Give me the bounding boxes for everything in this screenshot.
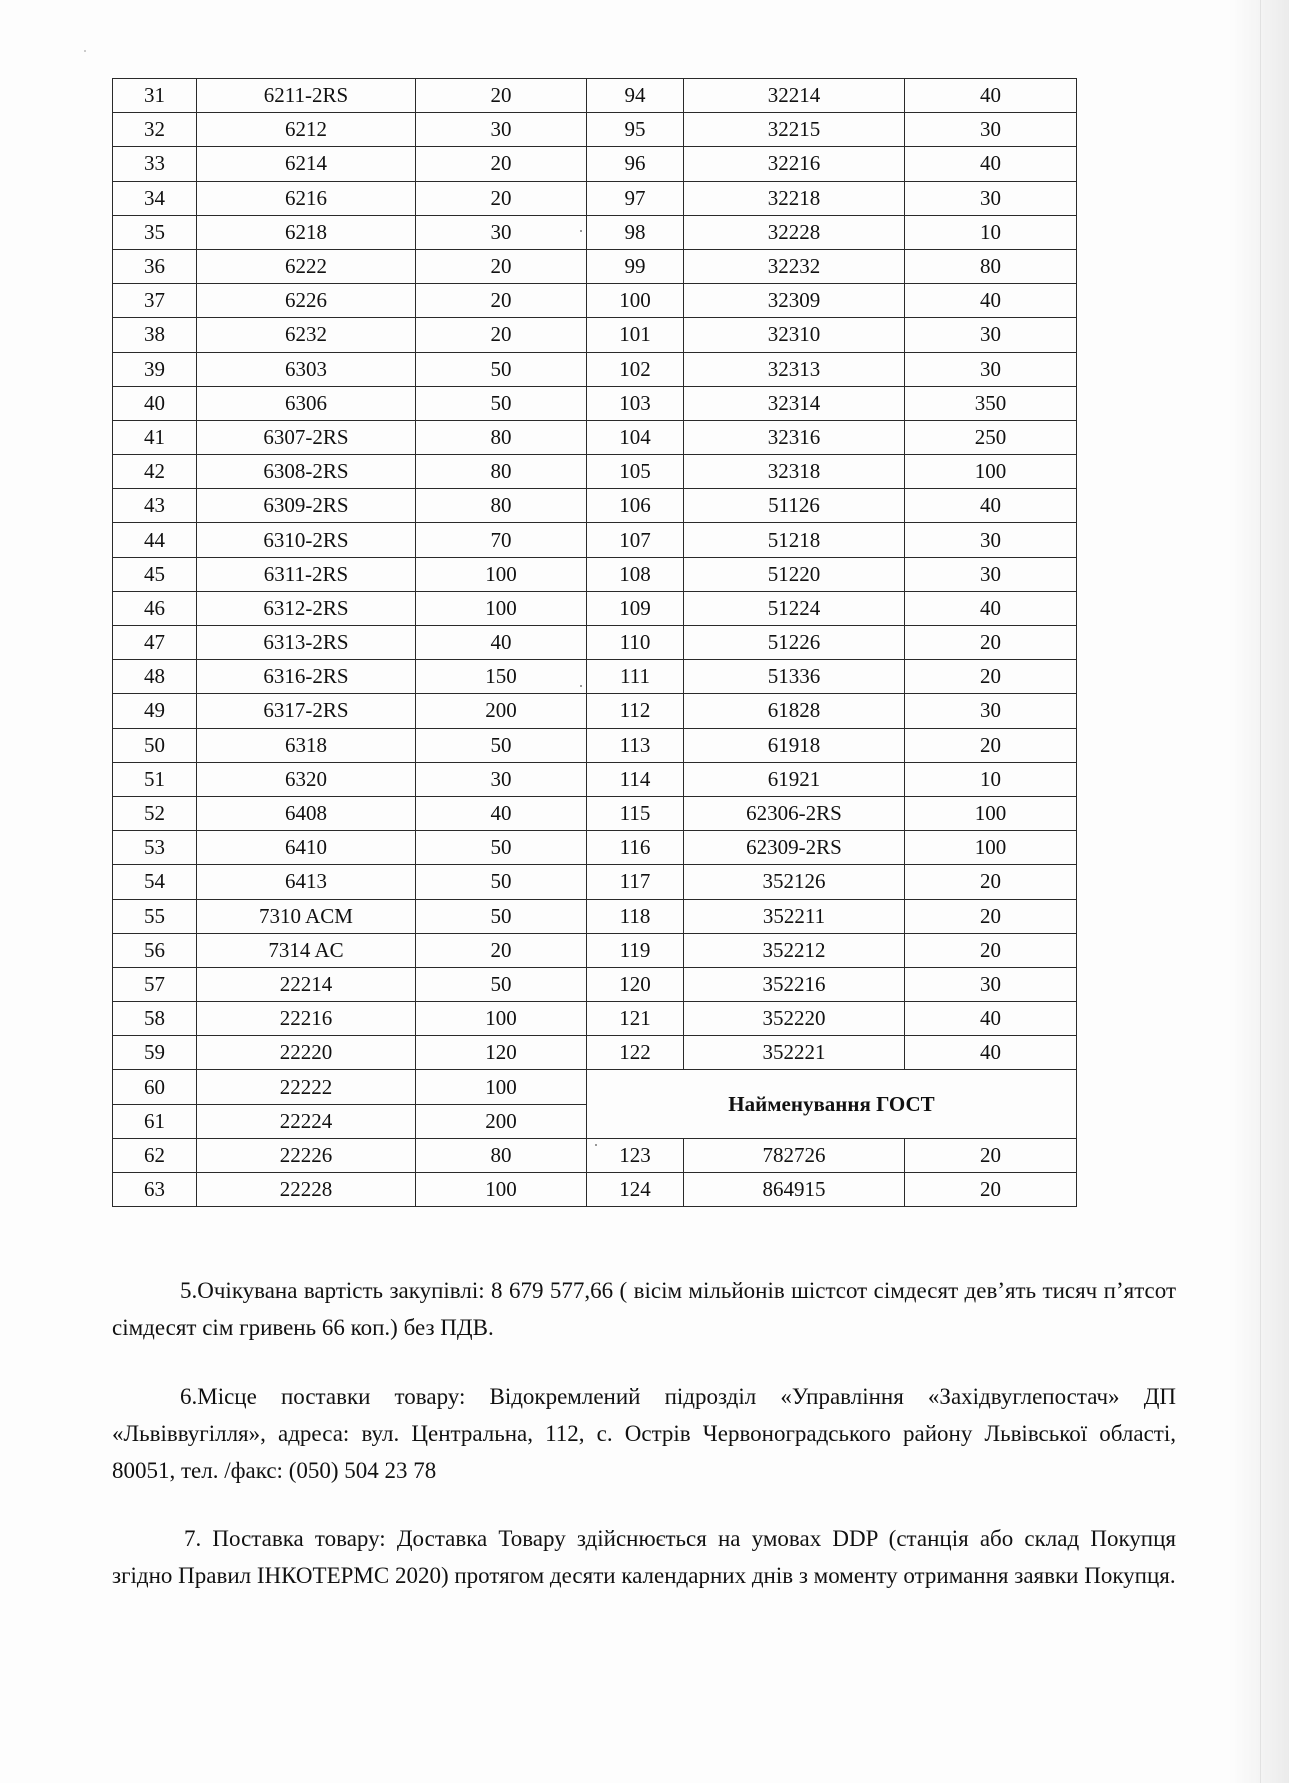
left-name-cell: 6413 <box>197 865 416 899</box>
left-name-cell: 6303 <box>197 352 416 386</box>
right-name-cell: 62306-2RS <box>684 796 905 830</box>
left-quantity-cell: 80 <box>416 489 587 523</box>
right-name-cell: 32214 <box>684 79 905 113</box>
table-row <box>113 660 1077 694</box>
left-name-cell: 6312-2RS <box>197 591 416 625</box>
left-name-cell: 6211-2RS <box>197 79 416 113</box>
right-name-cell: 32215 <box>684 113 905 147</box>
left-number-cell: 39 <box>113 352 197 386</box>
right-name-cell: 51218 <box>684 523 905 557</box>
right-name-cell: 51126 <box>684 489 905 523</box>
left-name-cell: 22228 <box>197 1173 416 1207</box>
left-name-cell: 6218 <box>197 215 416 249</box>
left-quantity-cell: 150 <box>416 660 587 694</box>
table-row <box>113 626 1077 660</box>
right-name-cell: 61828 <box>684 694 905 728</box>
left-quantity-cell: 80 <box>416 1138 587 1172</box>
left-name-cell: 22226 <box>197 1138 416 1172</box>
right-name-cell: 352212 <box>684 933 905 967</box>
right-number-cell: 98 <box>587 215 684 249</box>
table-row <box>113 1002 1077 1036</box>
left-number-cell: 40 <box>113 386 197 420</box>
left-number-cell: 38 <box>113 318 197 352</box>
table-row <box>113 899 1077 933</box>
left-name-cell: 6317-2RS <box>197 694 416 728</box>
right-name-cell: 352220 <box>684 1002 905 1036</box>
right-number-cell: 106 <box>587 489 684 523</box>
left-quantity-cell: 70 <box>416 523 587 557</box>
table-row <box>113 557 1077 591</box>
table-row <box>113 967 1077 1001</box>
paragraph-expected-cost <box>112 1272 1176 1346</box>
right-number-cell: 121 <box>587 1002 684 1036</box>
left-number-cell: 44 <box>113 523 197 557</box>
left-quantity-cell: 20 <box>416 318 587 352</box>
right-name-cell: 51226 <box>684 626 905 660</box>
left-name-cell: 6408 <box>197 796 416 830</box>
right-quantity-cell: 20 <box>905 626 1077 660</box>
left-quantity-cell: 200 <box>416 1104 587 1138</box>
paragraph-expected-cost-text: 5.Очікувана вартість закупівлі: 8 679 577,66 ( вісім мільйонів шістсот сімдесят дев’ять тисяч п’ятсот сімдесят сім гривень 66 коп.) без ПДВ. <box>112 1278 1176 1340</box>
paragraph-delivery-place-text: 6.Місце поставки товару: Відокремлений підрозділ «Управління «Західвуглепостач» ДП «Львіввугілля», адреса: вул. Центральна, 112, с. Острів Червоноградського району Львівської області, 80051, тел. /факс: (050) 504 23 78 <box>112 1384 1176 1483</box>
left-name-cell: 6232 <box>197 318 416 352</box>
table-row <box>113 1173 1077 1207</box>
left-number-cell: 47 <box>113 626 197 660</box>
left-number-cell: 32 <box>113 113 197 147</box>
right-name-cell: 352216 <box>684 967 905 1001</box>
right-quantity-cell: 40 <box>905 489 1077 523</box>
left-number-cell: 56 <box>113 933 197 967</box>
left-name-cell: 22216 <box>197 1002 416 1036</box>
right-quantity-cell: 40 <box>905 1002 1077 1036</box>
right-number-cell: 115 <box>587 796 684 830</box>
right-number-cell: 100 <box>587 284 684 318</box>
right-quantity-cell: 20 <box>905 899 1077 933</box>
left-quantity-cell: 50 <box>416 899 587 933</box>
table-row <box>113 420 1077 454</box>
right-name-cell: 32313 <box>684 352 905 386</box>
table-row <box>113 1070 1077 1104</box>
right-quantity-cell: 20 <box>905 865 1077 899</box>
right-number-cell: 107 <box>587 523 684 557</box>
right-name-cell: 864915 <box>684 1173 905 1207</box>
left-number-cell: 51 <box>113 762 197 796</box>
left-number-cell: 45 <box>113 557 197 591</box>
right-number-cell: 120 <box>587 967 684 1001</box>
right-number-cell: 119 <box>587 933 684 967</box>
right-number-cell: 108 <box>587 557 684 591</box>
right-quantity-cell: 30 <box>905 557 1077 591</box>
table-row <box>113 728 1077 762</box>
left-number-cell: 61 <box>113 1104 197 1138</box>
right-number-cell: 94 <box>587 79 684 113</box>
left-quantity-cell: 50 <box>416 352 587 386</box>
left-quantity-cell: 20 <box>416 147 587 181</box>
left-number-cell: 63 <box>113 1173 197 1207</box>
right-name-cell: 32232 <box>684 249 905 283</box>
right-name-cell: 61921 <box>684 762 905 796</box>
left-quantity-cell: 50 <box>416 831 587 865</box>
left-number-cell: 60 <box>113 1070 197 1104</box>
right-name-cell: 51336 <box>684 660 905 694</box>
left-number-cell: 50 <box>113 728 197 762</box>
left-name-cell: 6318 <box>197 728 416 762</box>
scan-edge-shadow <box>1229 0 1289 1783</box>
left-number-cell: 52 <box>113 796 197 830</box>
right-quantity-cell: 20 <box>905 1138 1077 1172</box>
table-row <box>113 386 1077 420</box>
left-quantity-cell: 20 <box>416 284 587 318</box>
left-name-cell: 7314 AC <box>197 933 416 967</box>
right-number-cell: 99 <box>587 249 684 283</box>
left-number-cell: 41 <box>113 420 197 454</box>
table-row <box>113 113 1077 147</box>
left-quantity-cell: 40 <box>416 626 587 660</box>
right-number-cell: 102 <box>587 352 684 386</box>
right-name-cell: 32318 <box>684 455 905 489</box>
right-name-cell: 352211 <box>684 899 905 933</box>
left-name-cell: 22222 <box>197 1070 416 1104</box>
table-row <box>113 215 1077 249</box>
table-row <box>113 318 1077 352</box>
left-quantity-cell: 50 <box>416 728 587 762</box>
right-quantity-cell: 10 <box>905 215 1077 249</box>
table-row <box>113 831 1077 865</box>
left-name-cell: 6316-2RS <box>197 660 416 694</box>
right-name-cell: 32228 <box>684 215 905 249</box>
table-row <box>113 352 1077 386</box>
right-quantity-cell: 80 <box>905 249 1077 283</box>
right-number-cell: 101 <box>587 318 684 352</box>
left-name-cell: 22224 <box>197 1104 416 1138</box>
right-name-cell: 32218 <box>684 181 905 215</box>
left-name-cell: 6308-2RS <box>197 455 416 489</box>
left-quantity-cell: 50 <box>416 386 587 420</box>
left-number-cell: 46 <box>113 591 197 625</box>
left-number-cell: 58 <box>113 1002 197 1036</box>
left-name-cell: 6212 <box>197 113 416 147</box>
right-name-cell: 32310 <box>684 318 905 352</box>
right-name-cell: 62309-2RS <box>684 831 905 865</box>
table-row <box>113 591 1077 625</box>
scan-speck <box>580 685 582 687</box>
right-number-cell: 97 <box>587 181 684 215</box>
right-quantity-cell: 30 <box>905 181 1077 215</box>
bearings-table-body <box>113 79 1077 1207</box>
left-quantity-cell: 100 <box>416 1002 587 1036</box>
left-name-cell: 6309-2RS <box>197 489 416 523</box>
right-number-cell: 113 <box>587 728 684 762</box>
left-name-cell: 6214 <box>197 147 416 181</box>
left-quantity-cell: 20 <box>416 249 587 283</box>
left-name-cell: 22220 <box>197 1036 416 1070</box>
right-name-cell: 32216 <box>684 147 905 181</box>
right-number-cell: 110 <box>587 626 684 660</box>
right-number-cell: 123 <box>587 1138 684 1172</box>
right-quantity-cell: 40 <box>905 591 1077 625</box>
left-name-cell: 6311-2RS <box>197 557 416 591</box>
scan-edge-line <box>1260 0 1261 1783</box>
right-number-cell: 122 <box>587 1036 684 1070</box>
right-name-cell: 32314 <box>684 386 905 420</box>
bearings-table <box>112 78 1077 1207</box>
left-name-cell: 22214 <box>197 967 416 1001</box>
left-name-cell: 6222 <box>197 249 416 283</box>
left-number-cell: 43 <box>113 489 197 523</box>
gost-header-cell: Найменування ГОСТ <box>587 1070 1077 1138</box>
table-row <box>113 249 1077 283</box>
right-quantity-cell: 30 <box>905 967 1077 1001</box>
right-number-cell: 96 <box>587 147 684 181</box>
right-quantity-cell: 250 <box>905 420 1077 454</box>
left-number-cell: 57 <box>113 967 197 1001</box>
left-quantity-cell: 20 <box>416 181 587 215</box>
right-name-cell: 782726 <box>684 1138 905 1172</box>
paragraph-delivery-terms-text: 7. Поставка товару: Доставка Товару здійснюється на умовах DDP (станція або склад Покупця згідно Правил ІНКОТЕРМС 2020) протягом десяти календарних днів з моменту отримання заявки Покупця. <box>112 1526 1176 1588</box>
left-number-cell: 42 <box>113 455 197 489</box>
left-number-cell: 37 <box>113 284 197 318</box>
right-name-cell: 32309 <box>684 284 905 318</box>
left-quantity-cell: 30 <box>416 215 587 249</box>
left-quantity-cell: 80 <box>416 455 587 489</box>
left-quantity-cell: 30 <box>416 113 587 147</box>
paragraph-delivery-place <box>112 1378 1176 1489</box>
left-quantity-cell: 50 <box>416 967 587 1001</box>
right-quantity-cell: 30 <box>905 318 1077 352</box>
right-number-cell: 103 <box>587 386 684 420</box>
right-quantity-cell: 30 <box>905 113 1077 147</box>
left-name-cell: 6226 <box>197 284 416 318</box>
scan-speck <box>595 1144 597 1146</box>
left-quantity-cell: 20 <box>416 933 587 967</box>
left-quantity-cell: 20 <box>416 79 587 113</box>
left-number-cell: 31 <box>113 79 197 113</box>
left-quantity-cell: 100 <box>416 557 587 591</box>
table-row <box>113 79 1077 113</box>
table-row <box>113 694 1077 728</box>
right-name-cell: 61918 <box>684 728 905 762</box>
left-quantity-cell: 100 <box>416 1070 587 1104</box>
paragraph-delivery-terms <box>112 1520 1176 1594</box>
table-row <box>113 147 1077 181</box>
right-quantity-cell: 20 <box>905 728 1077 762</box>
left-name-cell: 6306 <box>197 386 416 420</box>
right-number-cell: 117 <box>587 865 684 899</box>
scan-speck <box>580 230 582 232</box>
left-quantity-cell: 100 <box>416 591 587 625</box>
left-quantity-cell: 80 <box>416 420 587 454</box>
right-quantity-cell: 20 <box>905 933 1077 967</box>
table-row <box>113 523 1077 557</box>
right-name-cell: 51224 <box>684 591 905 625</box>
table-row <box>113 489 1077 523</box>
right-number-cell: 116 <box>587 831 684 865</box>
right-number-cell: 111 <box>587 660 684 694</box>
left-quantity-cell: 200 <box>416 694 587 728</box>
left-number-cell: 59 <box>113 1036 197 1070</box>
left-number-cell: 33 <box>113 147 197 181</box>
left-quantity-cell: 30 <box>416 762 587 796</box>
right-name-cell: 352126 <box>684 865 905 899</box>
right-quantity-cell: 40 <box>905 1036 1077 1070</box>
left-quantity-cell: 50 <box>416 865 587 899</box>
left-number-cell: 35 <box>113 215 197 249</box>
right-quantity-cell: 40 <box>905 147 1077 181</box>
left-name-cell: 6310-2RS <box>197 523 416 557</box>
right-number-cell: 95 <box>587 113 684 147</box>
left-name-cell: 7310 ACM <box>197 899 416 933</box>
right-quantity-cell: 20 <box>905 660 1077 694</box>
left-number-cell: 36 <box>113 249 197 283</box>
right-quantity-cell: 20 <box>905 1173 1077 1207</box>
left-number-cell: 53 <box>113 831 197 865</box>
table-row <box>113 455 1077 489</box>
left-number-cell: 48 <box>113 660 197 694</box>
left-name-cell: 6410 <box>197 831 416 865</box>
left-quantity-cell: 40 <box>416 796 587 830</box>
scan-speck <box>84 50 86 52</box>
right-quantity-cell: 350 <box>905 386 1077 420</box>
table-row <box>113 796 1077 830</box>
right-quantity-cell: 30 <box>905 352 1077 386</box>
left-quantity-cell: 100 <box>416 1173 587 1207</box>
right-quantity-cell: 30 <box>905 694 1077 728</box>
left-number-cell: 55 <box>113 899 197 933</box>
right-quantity-cell: 10 <box>905 762 1077 796</box>
left-name-cell: 6313-2RS <box>197 626 416 660</box>
left-quantity-cell: 120 <box>416 1036 587 1070</box>
left-name-cell: 6307-2RS <box>197 420 416 454</box>
left-name-cell: 6216 <box>197 181 416 215</box>
right-quantity-cell: 40 <box>905 79 1077 113</box>
right-number-cell: 124 <box>587 1173 684 1207</box>
left-number-cell: 54 <box>113 865 197 899</box>
left-number-cell: 62 <box>113 1138 197 1172</box>
right-quantity-cell: 40 <box>905 284 1077 318</box>
table-row <box>113 865 1077 899</box>
right-name-cell: 352221 <box>684 1036 905 1070</box>
right-name-cell: 32316 <box>684 420 905 454</box>
right-name-cell: 51220 <box>684 557 905 591</box>
table-row <box>113 284 1077 318</box>
left-number-cell: 34 <box>113 181 197 215</box>
right-number-cell: 105 <box>587 455 684 489</box>
right-number-cell: 118 <box>587 899 684 933</box>
right-quantity-cell: 100 <box>905 455 1077 489</box>
right-number-cell: 112 <box>587 694 684 728</box>
left-name-cell: 6320 <box>197 762 416 796</box>
right-quantity-cell: 100 <box>905 796 1077 830</box>
right-quantity-cell: 100 <box>905 831 1077 865</box>
table-row <box>113 933 1077 967</box>
table-row <box>113 181 1077 215</box>
table-row <box>113 1036 1077 1070</box>
right-number-cell: 109 <box>587 591 684 625</box>
right-number-cell: 104 <box>587 420 684 454</box>
right-number-cell: 114 <box>587 762 684 796</box>
right-quantity-cell: 30 <box>905 523 1077 557</box>
table-row <box>113 762 1077 796</box>
left-number-cell: 49 <box>113 694 197 728</box>
